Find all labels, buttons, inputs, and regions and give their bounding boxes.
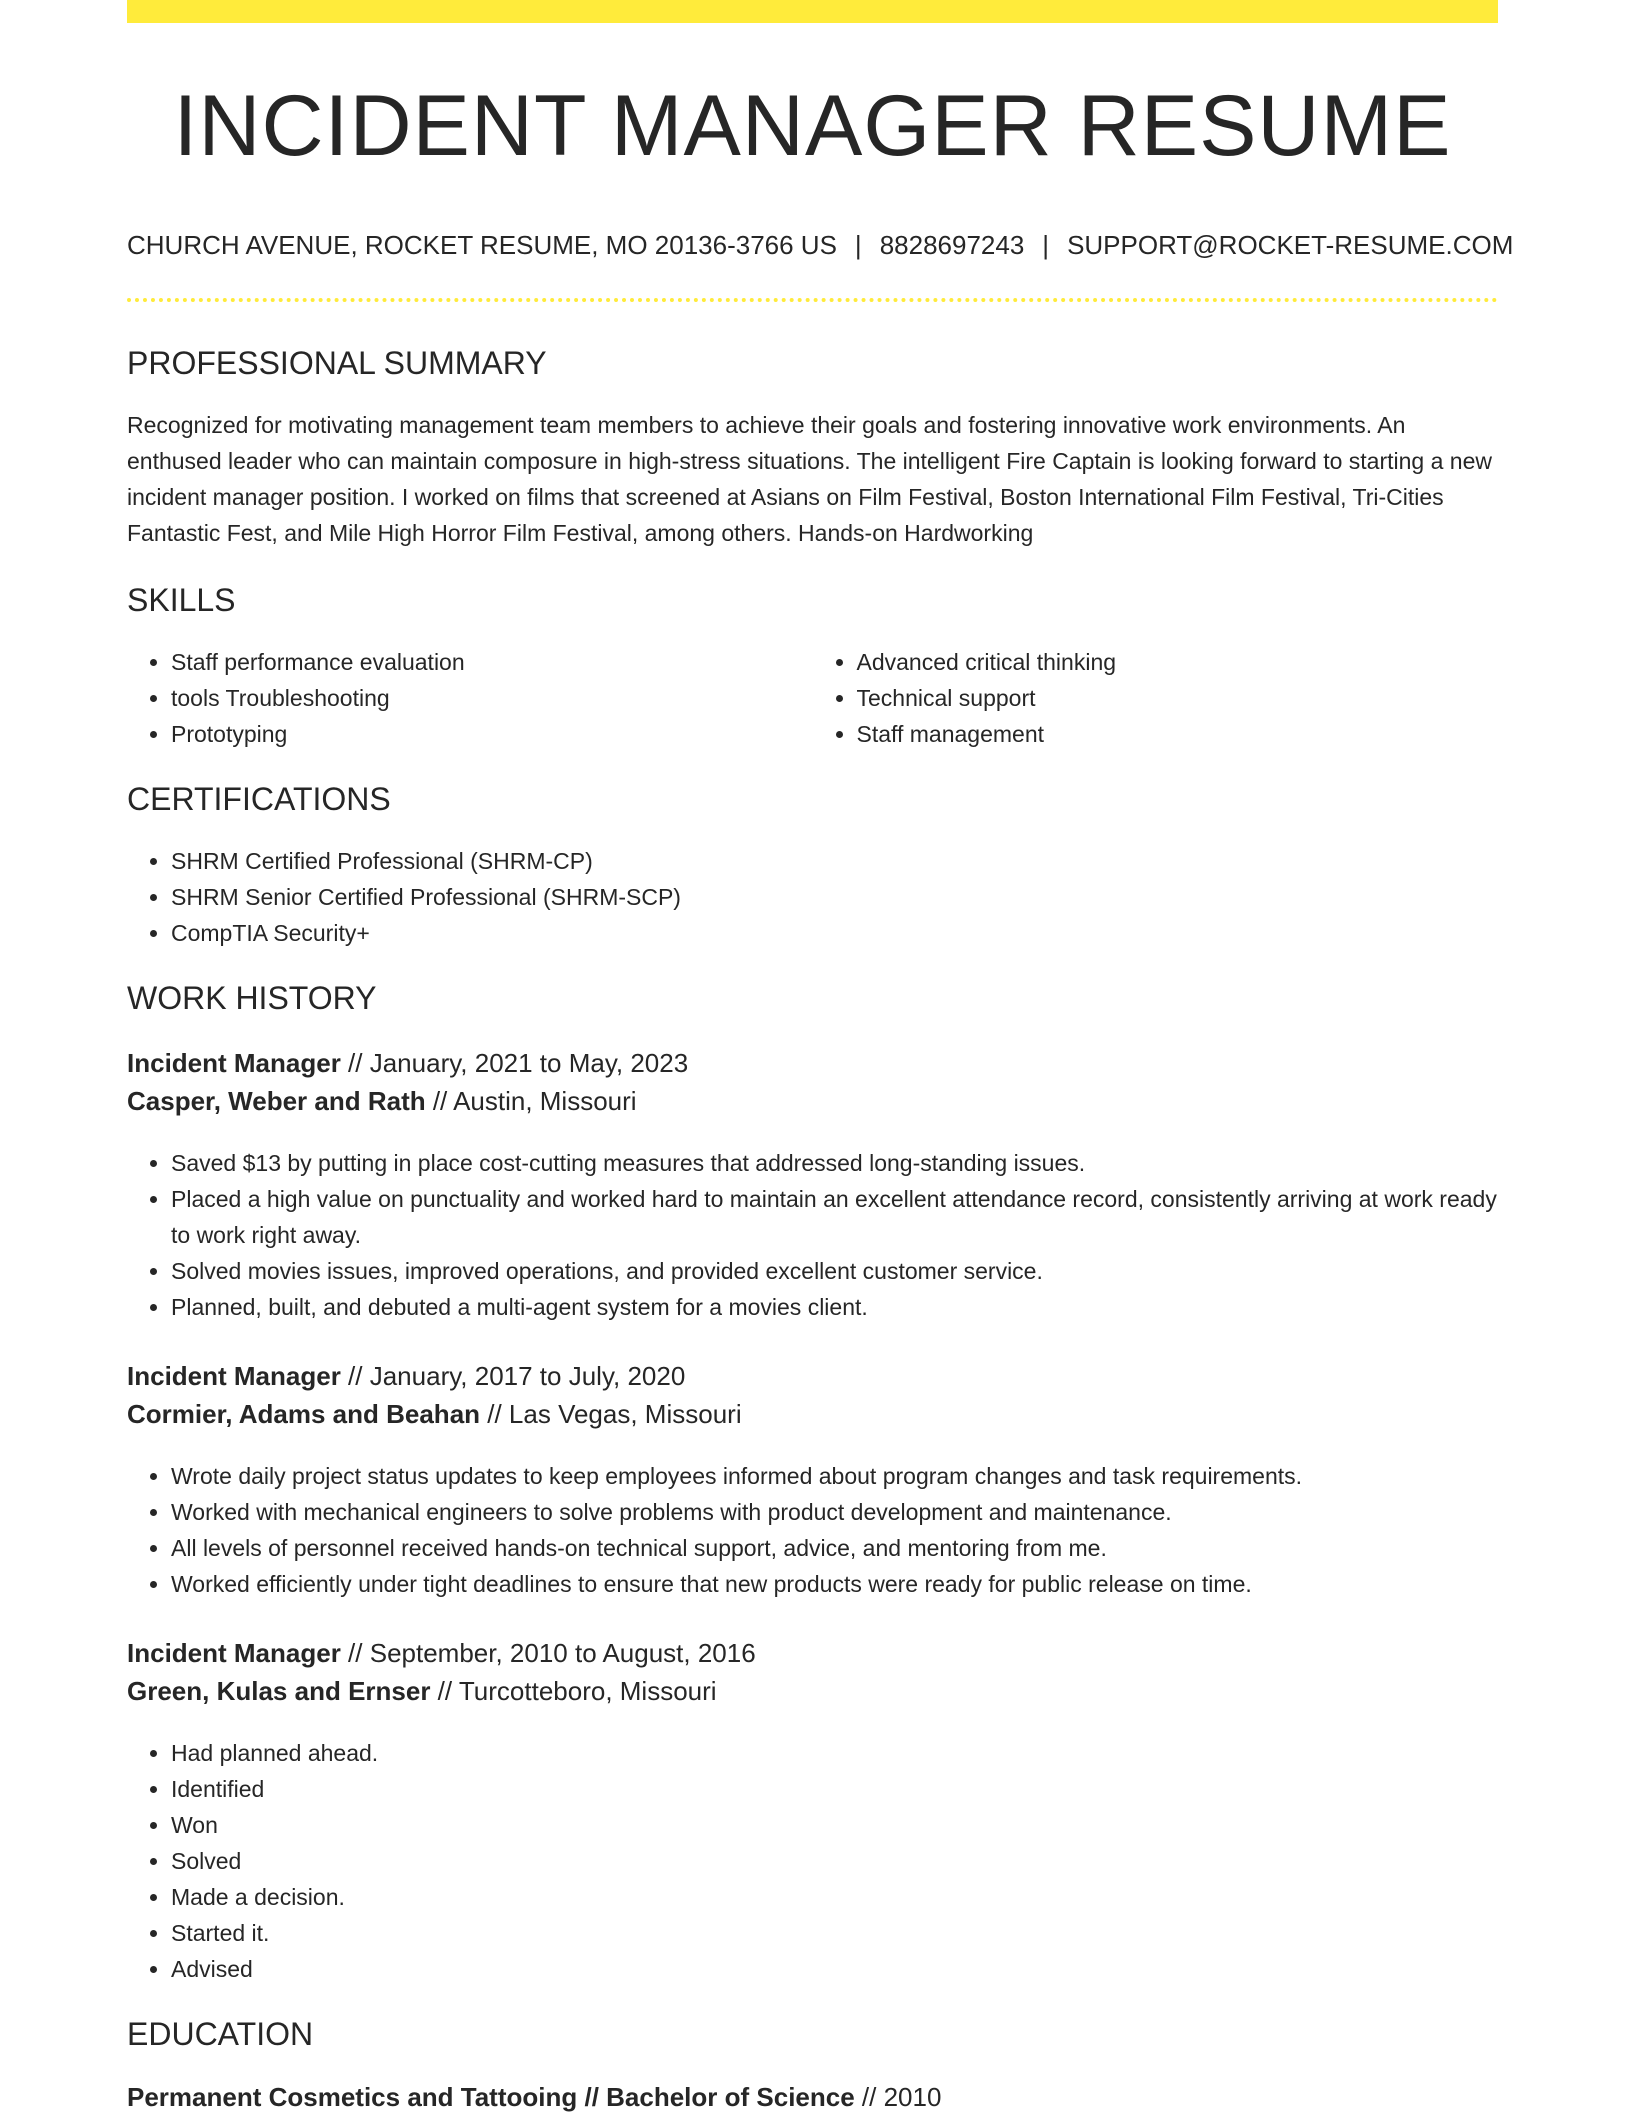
- job-location: // Austin, Missouri: [425, 1086, 637, 1116]
- job-dates: // September, 2010 to August, 2016: [340, 1638, 756, 1668]
- certification-item: • CompTIA Security+: [171, 915, 1498, 951]
- job-bullets: [127, 1458, 1498, 1602]
- job-bullet: • Wrote daily project status updates to keep employees informed about program changes and task requirements.: [171, 1458, 1498, 1494]
- summary-text: Recognized for motivating management team members to achieve their goals and fostering innovative work environments. An enthused leader who can maintain composure in high-stress situations. The intelligent Fire Captain is looking forward to starting a new incident manager position. I worked on films that screened at Asians on Film Festival, Boston International Film Festival, Tri-Cities Fantastic Fest, and Mile High Horror Film Festival, among others. Hands-on Hardworking: [127, 412, 1492, 546]
- education-heading: EDUCATION: [127, 2016, 314, 2052]
- job-title-line: [127, 1634, 1498, 1672]
- job-company-line: [127, 1395, 1498, 1433]
- education-line: [127, 2078, 1498, 2116]
- contact-line: [127, 229, 1514, 261]
- job-title: Incident Manager: [127, 1361, 341, 1391]
- job-company-line: [127, 1082, 1498, 1120]
- job-title-line: [127, 1044, 1498, 1082]
- job-bullet: • Planned, built, and debuted a multi-agent system for a movies client.: [171, 1289, 1498, 1325]
- job-title: Incident Manager: [127, 1048, 341, 1078]
- certifications-list: [127, 843, 1498, 951]
- job-bullet: • Made a decision.: [171, 1879, 1498, 1915]
- contact-separator: |: [1042, 230, 1050, 260]
- job-bullet: • Worked efficiently under tight deadlines to ensure that new products were ready for public release on time.: [171, 1566, 1498, 1602]
- job-company: Casper, Weber and Rath: [127, 1086, 426, 1116]
- job-title-line: [127, 1357, 1498, 1395]
- job-bullets: [127, 1735, 1498, 1987]
- job-bullet: • All levels of personnel received hands-on technical support, advice, and mentoring from me.: [171, 1530, 1498, 1566]
- contact-address: CHURCH AVENUE, ROCKET RESUME, MO 20136-3766 US: [127, 230, 837, 260]
- job-entry: [127, 1634, 1498, 1987]
- job-bullets: [127, 1145, 1498, 1325]
- contact-separator: |: [854, 230, 862, 260]
- skill-item: • Advanced critical thinking: [857, 644, 1499, 680]
- skill-item: • Staff management: [857, 716, 1499, 752]
- skills-grid: [127, 644, 1498, 752]
- certification-item: • SHRM Senior Certified Professional (SHRM-SCP): [171, 879, 1498, 915]
- job-dates: // January, 2017 to July, 2020: [340, 1361, 686, 1391]
- work-history-heading: WORK HISTORY: [127, 980, 377, 1016]
- job-location: // Turcotteboro, Missouri: [430, 1676, 717, 1706]
- contact-phone: 8828697243: [879, 230, 1025, 260]
- skills-list-right: [813, 644, 1499, 752]
- job-bullet: • Placed a high value on punctuality and worked hard to maintain an excellent attendance record, consistently arriving at work ready to work right away.: [171, 1181, 1498, 1253]
- job-bullet: • Identified: [171, 1771, 1498, 1807]
- skills-list-left: [127, 644, 813, 752]
- certification-item: • SHRM Certified Professional (SHRM-CP): [171, 843, 1498, 879]
- job-bullet: • Solved movies issues, improved operations, and provided excellent customer service.: [171, 1253, 1498, 1289]
- skill-item: • Technical support: [857, 680, 1499, 716]
- job-company-line: [127, 1672, 1498, 1710]
- job-bullet: • Solved: [171, 1843, 1498, 1879]
- resume-page: [127, 0, 1514, 2116]
- job-company: Green, Kulas and Ernser: [127, 1676, 431, 1706]
- summary-heading: PROFESSIONAL SUMMARY: [127, 345, 547, 381]
- skill-item: • Staff performance evaluation: [171, 644, 813, 680]
- job-entry: [127, 1044, 1498, 1325]
- job-entry: [127, 1357, 1498, 1602]
- job-location: // Las Vegas, Missouri: [480, 1399, 742, 1429]
- certifications-heading: CERTIFICATIONS: [127, 781, 391, 817]
- skill-item: • Prototyping: [171, 716, 813, 752]
- job-dates: // January, 2021 to May, 2023: [340, 1048, 689, 1078]
- job-bullet: • Won: [171, 1807, 1498, 1843]
- job-company: Cormier, Adams and Beahan: [127, 1399, 481, 1429]
- skill-item: • tools Troubleshooting: [171, 680, 813, 716]
- contact-email: SUPPORT@ROCKET-RESUME.COM: [1067, 230, 1514, 260]
- accent-top-bar: [127, 0, 1498, 23]
- job-bullet: • Worked with mechanical engineers to solve problems with product development and maintenance.: [171, 1494, 1498, 1530]
- resume-title: INCIDENT MANAGER RESUME: [173, 78, 1452, 174]
- education-degree: Permanent Cosmetics and Tattooing // Bachelor of Science: [127, 2082, 855, 2112]
- education-year: // 2010: [854, 2082, 942, 2112]
- dotted-divider: [127, 298, 1498, 302]
- job-bullet: • Had planned ahead.: [171, 1735, 1498, 1771]
- job-bullet: • Started it.: [171, 1915, 1498, 1951]
- skills-heading: SKILLS: [127, 582, 236, 618]
- job-bullet: • Advised: [171, 1951, 1498, 1987]
- job-title: Incident Manager: [127, 1638, 341, 1668]
- job-bullet: • Saved $13 by putting in place cost-cutting measures that addressed long-standing issues.: [171, 1145, 1498, 1181]
